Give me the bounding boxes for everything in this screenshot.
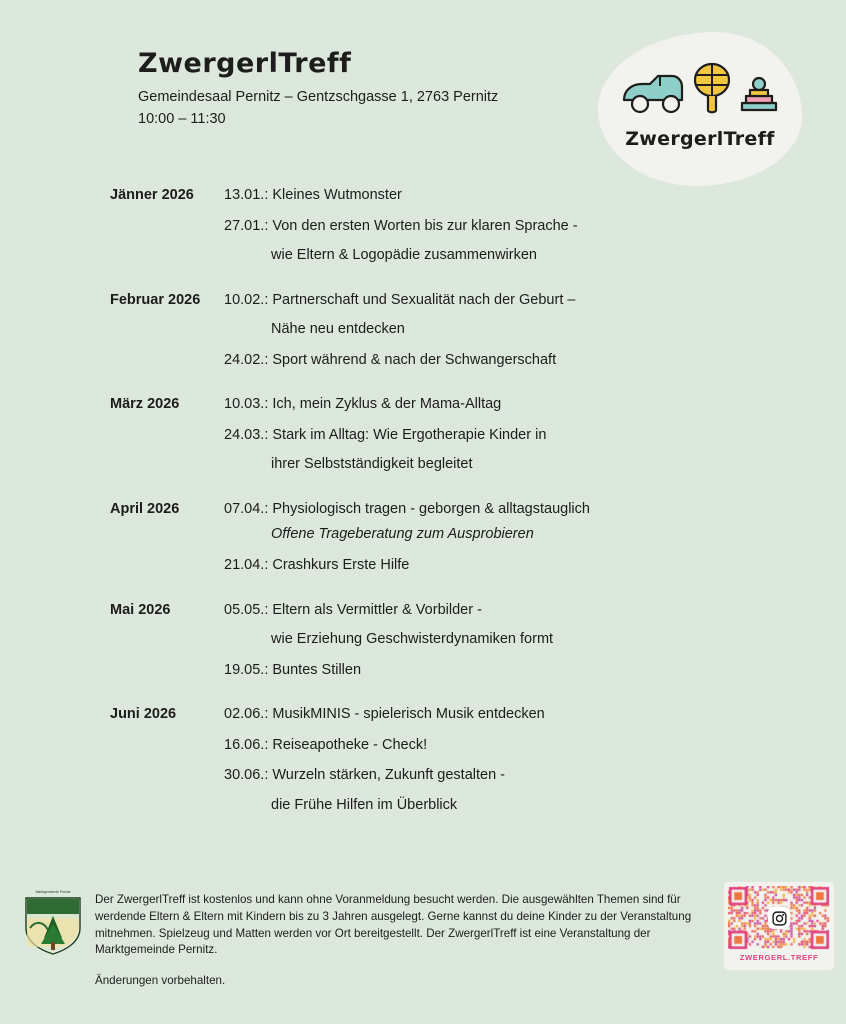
event-item [224, 661, 846, 680]
event-line: 13.01.: Kleines Wutmonster [224, 187, 402, 203]
footer-note: Änderungen vorbehalten. [95, 974, 226, 988]
event-line: 24.02.: Sport während & nach der Schwangerschaft [224, 351, 557, 368]
event-item [224, 351, 846, 370]
month-events [215, 291, 846, 370]
toy-illustration-icon [616, 54, 784, 124]
event-line: 27.01.: Von den ersten Worten bis zur klaren Sprache - [224, 217, 578, 234]
month-events [215, 601, 846, 680]
month-block [0, 601, 846, 680]
logo-wordmark: ZwergerlTreff [625, 128, 775, 150]
event-line-continued: wie Eltern & Logopädie zusammenwirken [271, 247, 537, 264]
event-subtitle: Offene Trageberatung zum Ausprobieren [271, 526, 534, 543]
event-item [224, 705, 846, 724]
month-block [0, 186, 846, 265]
month-label: Jänner 2026 [110, 187, 194, 203]
event-line: 19.05.: Buntes Stillen [224, 661, 362, 678]
footer [0, 880, 846, 1024]
instagram-icon [768, 907, 790, 929]
month-events [215, 500, 846, 575]
event-line: 21.04.: Crashkurs Erste Hilfe [224, 557, 410, 574]
event-line: 30.06.: Wurzeln stärken, Zukunft gestalten - [224, 767, 506, 784]
event-item [224, 601, 846, 649]
month-label: März 2026 [110, 396, 180, 413]
event-item [224, 291, 846, 339]
venue-address: Gemeindesaal Pernitz – Gentzschgasse 1, 2763 Pernitz [138, 89, 499, 105]
event-item [224, 766, 846, 814]
page-title: ZwergerlTreff [138, 48, 352, 79]
month-block [0, 395, 846, 474]
event-item [224, 395, 846, 414]
event-line-continued: die Frühe Hilfen im Überblick [271, 796, 458, 813]
month-events [215, 395, 846, 474]
event-line: 16.06.: Reiseapotheke - Check! [224, 736, 428, 753]
event-line: 10.03.: Ich, mein Zyklus & der Mama-Alltag [224, 396, 502, 413]
event-item [224, 217, 846, 265]
qr-card[interactable] [724, 882, 834, 970]
event-line-continued: Nähe neu entdecken [271, 321, 405, 338]
header [138, 48, 608, 127]
crest-caption: Marktgemeinde Pernitz [35, 890, 71, 894]
event-line: 05.05.: Eltern als Vermittler & Vorbilder - [224, 601, 482, 618]
month-block [0, 291, 846, 370]
qr-label: ZWERGERL.TREFF [739, 953, 819, 962]
month-block [0, 500, 846, 575]
municipal-crest-icon [22, 888, 84, 956]
event-item [224, 736, 846, 755]
event-line: 24.03.: Stark im Alltag: Wie Ergotherapie Kinder in [224, 426, 547, 443]
event-item [224, 426, 846, 474]
event-line: 10.02.: Partnerschaft und Sexualität nach der Geburt – [224, 291, 576, 308]
event-item [224, 500, 846, 544]
crest-shield-icon [22, 888, 84, 956]
month-label: April 2026 [110, 500, 180, 517]
footer-paragraph: Der ZwergerlTreff ist kostenlos und kann ohne Voranmeldung besucht werden. Die ausgewählten Themen sind für werdende Eltern & Eltern mit Kindern bis zu 3 Jahren ausgelegt. Gerne kannst du deine Kinder zu der Veranstaltung mitnehmen. Spielzeug und Matten werden vor Ort bereitgestellt. Der ZwergerlTreff ist eine Veranstaltung der Marktgemeinde Pernitz. [95, 893, 692, 957]
month-label: Februar 2026 [110, 291, 201, 308]
month-block [0, 705, 846, 814]
event-item [224, 556, 846, 575]
event-item [224, 186, 846, 205]
event-line-continued: ihrer Selbstständigkeit begleitet [271, 456, 473, 473]
event-line: 02.06.: MusikMINIS - spielerisch Musik entdecken [224, 706, 545, 723]
qr-code[interactable] [728, 886, 830, 950]
month-events [215, 186, 846, 265]
month-label: Juni 2026 [110, 706, 177, 723]
schedule-list [0, 186, 846, 840]
event-line: 07.04.: Physiologisch tragen - geborgen & alltagstauglich [224, 500, 590, 517]
logo-badge [598, 32, 802, 186]
month-events [215, 705, 846, 814]
month-label: Mai 2026 [110, 601, 171, 618]
footer-text [95, 892, 713, 990]
event-line-continued: wie Erziehung Geschwisterdynamiken formt [271, 631, 554, 648]
event-time: 10:00 – 11:30 [138, 111, 226, 127]
